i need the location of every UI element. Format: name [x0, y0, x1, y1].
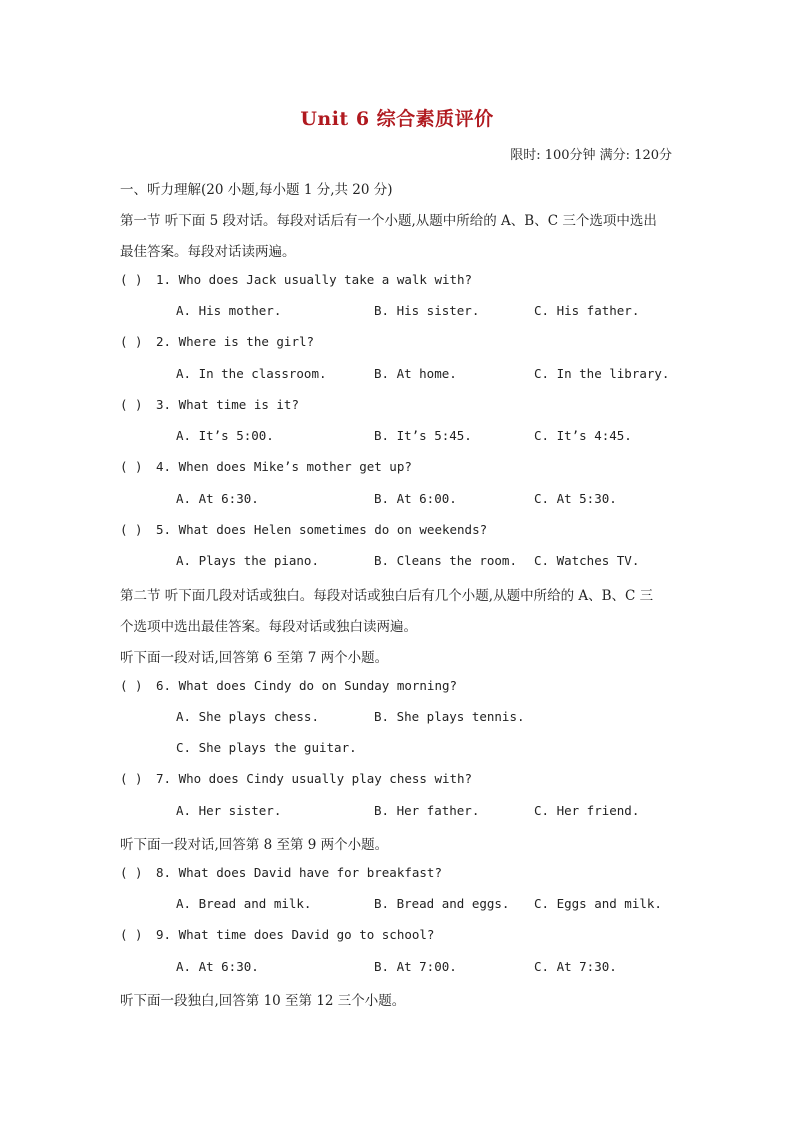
- option-a: A. It’s 5:00.: [176, 428, 274, 443]
- option-c: C. Watches TV.: [534, 553, 640, 568]
- section-heading: 一、听力理解(20 小题,每小题 1 分,共 20 分): [120, 182, 393, 198]
- dialogue-intro-6-7: 听下面一段对话,回答第 6 至第 7 两个小题。: [120, 650, 389, 666]
- option-c: C. In the library.: [534, 366, 670, 381]
- answer-blank: ( ): [120, 522, 143, 537]
- question-text: 8. What does David have for breakfast?: [156, 865, 442, 880]
- answer-blank: ( ): [120, 272, 143, 287]
- monologue-intro-10-12: 听下面一段独白,回答第 10 至第 12 三个小题。: [120, 993, 406, 1009]
- option-b: B. His sister.: [374, 303, 480, 318]
- option-c: C. His father.: [534, 303, 640, 318]
- question-text: 4. When does Mike’s mother get up?: [156, 459, 412, 474]
- option-a: A. His mother.: [176, 303, 282, 318]
- option-b: B. Her father.: [374, 803, 480, 818]
- option-b: B. At home.: [374, 366, 457, 381]
- part1-instruction-line2: 最佳答案。每段对话读两遍。: [120, 244, 296, 260]
- question-text: 9. What time does David go to school?: [156, 927, 435, 942]
- question-9: [120, 927, 434, 942]
- answer-blank: ( ): [120, 334, 143, 349]
- question-2: [120, 334, 314, 349]
- answer-blank: ( ): [120, 927, 143, 942]
- time-score-info: 限时: 100分钟 满分: 120分: [510, 148, 672, 163]
- question-text: 6. What does Cindy do on Sunday morning?: [156, 678, 458, 693]
- option-c: C. It’s 4:45.: [534, 428, 632, 443]
- question-4: [120, 459, 412, 474]
- question-text: 3. What time is it?: [156, 397, 299, 412]
- question-6: [120, 678, 457, 693]
- part2-instruction-line1: 第二节 听下面几段对话或独白。每段对话或独白后有几个小题,从题中所给的 A、B、C 三: [120, 588, 654, 604]
- question-8: [120, 865, 442, 880]
- question-7: [120, 771, 472, 786]
- option-a: A. In the classroom.: [176, 366, 327, 381]
- option-a: A. She plays chess.: [176, 709, 319, 724]
- option-a: A. At 6:30.: [176, 491, 259, 506]
- part1-instruction-line1: 第一节 听下面 5 段对话。每段对话后有一个小题,从题中所给的 A、B、C 三个选项中选出: [120, 213, 657, 229]
- part2-instruction-line2: 个选项中选出最佳答案。每段对话或独白读两遍。: [120, 619, 417, 635]
- option-c: C. At 5:30.: [534, 491, 617, 506]
- option-c: C. At 7:30.: [534, 959, 617, 974]
- option-c: C. She plays the guitar.: [176, 740, 357, 755]
- question-text: 5. What does Helen sometimes do on weekends?: [156, 522, 488, 537]
- question-text: 1. Who does Jack usually take a walk with?: [156, 272, 473, 287]
- option-a: A. Bread and milk.: [176, 896, 312, 911]
- answer-blank: ( ): [120, 397, 143, 412]
- option-a: A. Plays the piano.: [176, 553, 319, 568]
- answer-blank: ( ): [120, 678, 143, 693]
- question-text: 7. Who does Cindy usually play chess with?: [156, 771, 473, 786]
- answer-blank: ( ): [120, 771, 143, 786]
- option-b: B. Bread and eggs.: [374, 896, 510, 911]
- option-a: A. At 6:30.: [176, 959, 259, 974]
- option-b: B. It’s 5:45.: [374, 428, 472, 443]
- page-title: Unit 6 综合素质评价: [300, 108, 494, 130]
- option-b: B. She plays tennis.: [374, 709, 525, 724]
- option-c: C. Eggs and milk.: [534, 896, 662, 911]
- option-b: B. Cleans the room.: [374, 553, 517, 568]
- option-b: B. At 6:00.: [374, 491, 457, 506]
- question-1: [120, 272, 472, 287]
- question-text: 2. Where is the girl?: [156, 334, 315, 349]
- answer-blank: ( ): [120, 459, 143, 474]
- option-a: A. Her sister.: [176, 803, 282, 818]
- option-c: C. Her friend.: [534, 803, 640, 818]
- question-3: [120, 397, 299, 412]
- option-b: B. At 7:00.: [374, 959, 457, 974]
- dialogue-intro-8-9: 听下面一段对话,回答第 8 至第 9 两个小题。: [120, 837, 389, 853]
- answer-blank: ( ): [120, 865, 143, 880]
- question-5: [120, 522, 487, 537]
